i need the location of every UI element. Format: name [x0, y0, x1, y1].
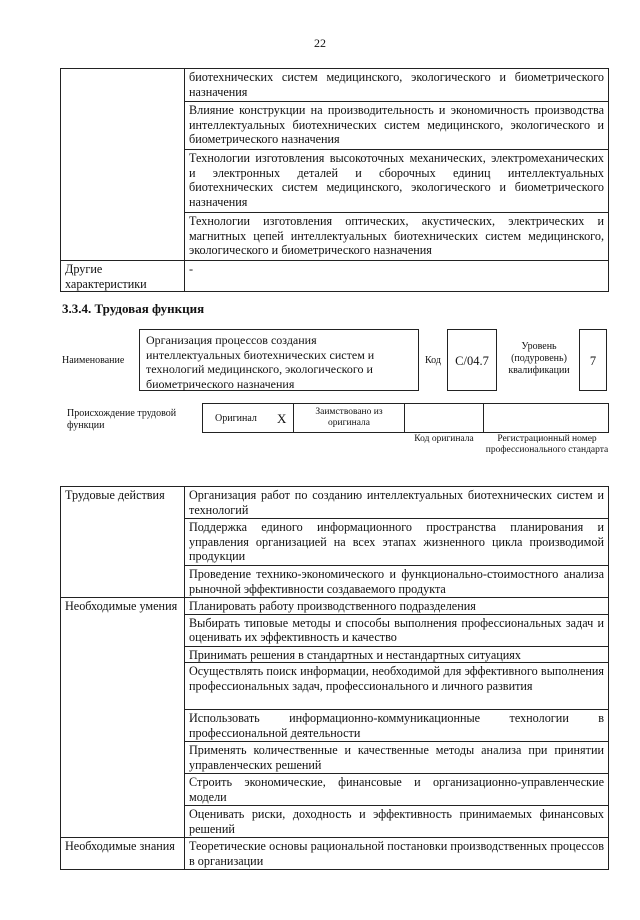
level-value: 7 [589, 354, 597, 368]
table-cell: Осуществлять поиск информации, необходимой для эффективного выполнения профессиональных задач, профессионального и личного развития [185, 663, 609, 710]
row-label: Необходимые умения [61, 598, 185, 838]
table-cell: Влияние конструкции на производительность и экономичность производства интеллектуальных биотехнических систем медицинского, экологического и биометрического назначения [185, 102, 609, 150]
function-name: Организация процессов создания интеллектуальных биотехнических систем и технологий медицинского, экологического и биометрического назначения [146, 333, 375, 391]
original-mark: X [277, 411, 287, 426]
table-cell: Оценивать риски, доходность и эффективность принимаемых финансовых решений [185, 806, 609, 838]
level-label: Уровень (подуровень) квалификации [508, 341, 570, 376]
reg-number-box [483, 403, 609, 433]
reg-caption: Регистрационный номер профессионального стандарта [485, 434, 609, 455]
original-label: Оригинал [215, 413, 257, 424]
function-table [60, 486, 609, 870]
code-box [447, 329, 497, 391]
table-row [61, 838, 609, 870]
original-box [202, 403, 294, 433]
function-name-box [139, 329, 419, 391]
table-cell: Планировать работу производственного подразделения [185, 598, 609, 615]
table-row [61, 261, 609, 292]
level-box [579, 329, 607, 391]
table-cell: Поддержка единого информационного пространства планирования и управления организацией на всех этапах жизненного цикла производимой продукции [185, 519, 609, 566]
table-row [61, 69, 609, 102]
table-cell: Применять количественные и качественные методы анализа при принятии управленческих решений [185, 742, 609, 774]
page-number: 22 [314, 36, 326, 50]
table-cell: Принимать решения в стандартных и нестандартных ситуациях [185, 646, 609, 663]
table-cell: Выбирать типовые методы и способы выполнения профессиональных задач и оценивать их эффективность и качество [185, 614, 609, 646]
origin-label: Происхождение трудовой функции [67, 408, 177, 431]
origin-code-box [404, 403, 484, 433]
table-cell: Теоретические основы рациональной постановки производственных процессов в организации [185, 838, 609, 870]
name-label: Наименование [62, 355, 125, 366]
continuation-table [60, 68, 609, 292]
table-cell: Технологии изготовления высокоточных механических, электромеханических и электронных деталей и сборочных единиц интеллектуальных биотехнических систем медицинского, экологического и биометрического назначения [185, 150, 609, 213]
table-cell: Использовать информационно-коммуникационные технологии в профессиональной деятельности [185, 710, 609, 742]
table-cell: Строить экономические, финансовые и организационно-управленческие модели [185, 774, 609, 806]
row-label: Другие характеристики [61, 261, 185, 292]
borrowed-label: Заимствовано из оригинала [315, 407, 383, 428]
borrowed-box [293, 403, 405, 433]
code-value: С/04.7 [455, 354, 489, 368]
table-cell: Организация работ по созданию интеллектуальных биотехнических систем и технологий [185, 487, 609, 519]
table-cell: Проведение технико-экономического и функционально-стоимостного анализа рыночной эффективности создаваемого продукта [185, 566, 609, 598]
row-label: Необходимые знания [61, 838, 185, 870]
table-row [61, 598, 609, 615]
table-cell-empty [61, 69, 185, 261]
section-title: 3.3.4. Трудовая функция [62, 301, 205, 316]
table-cell: Технологии изготовления оптических, акустических, электрических и магнитных цепей интеллектуальных биотехнических систем медицинского, экологического и биометрического назначения [185, 213, 609, 261]
table-cell: - [185, 261, 609, 292]
code-caption: Код оригинала [414, 434, 474, 444]
table-cell: биотехнических систем медицинского, экологического и биометрического назначения [185, 69, 609, 102]
table-row [61, 487, 609, 519]
row-label: Трудовые действия [61, 487, 185, 598]
code-label: Код [425, 355, 441, 366]
